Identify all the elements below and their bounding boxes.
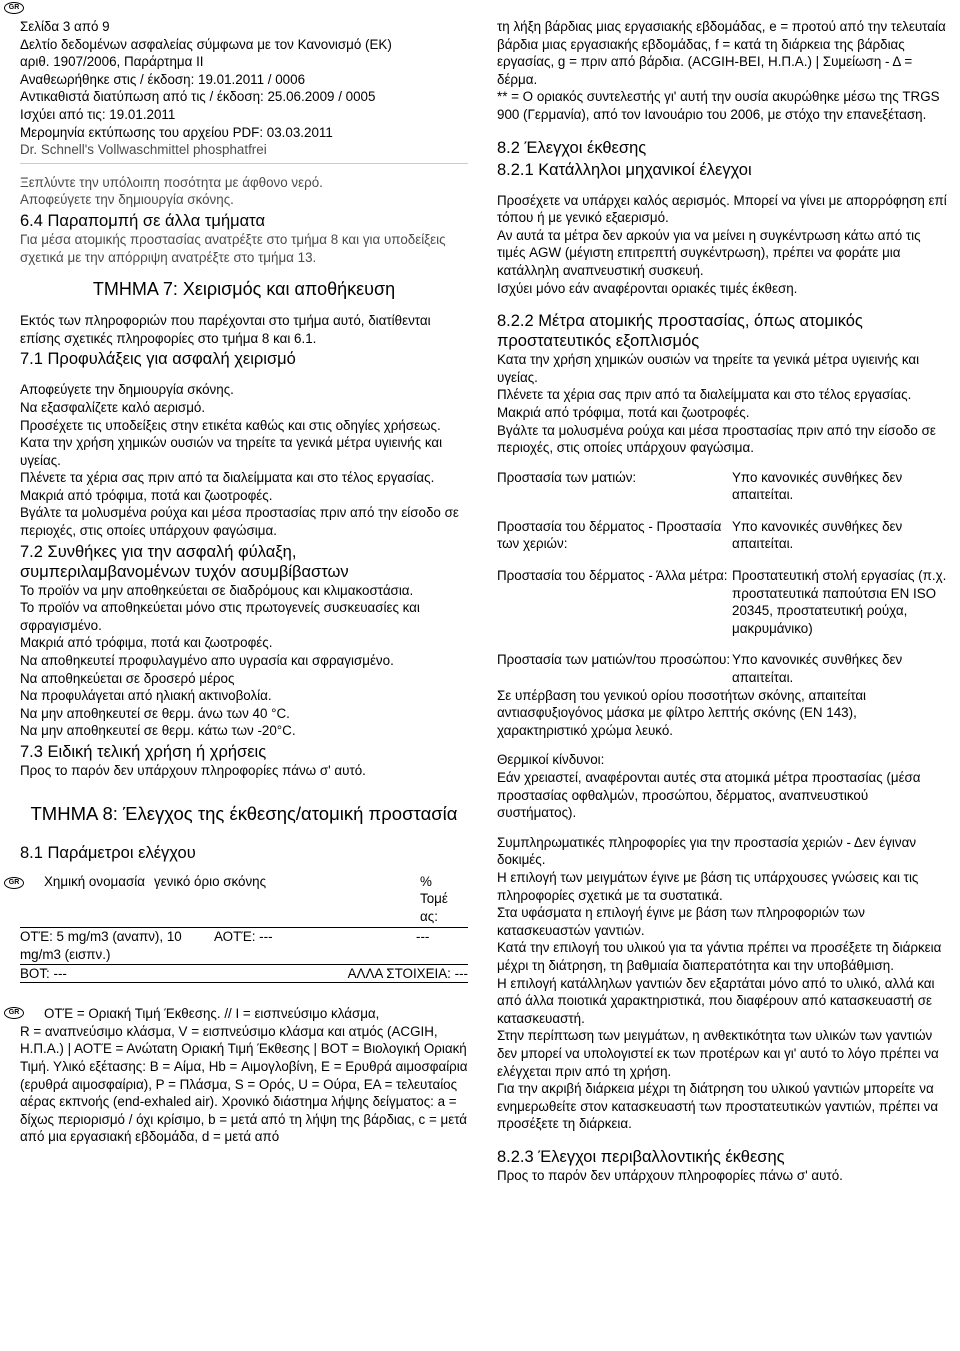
header-replaces: Αντικαθιστά διατύπωση από τις / έκδοση: 25.06.2009 / 0005	[20, 89, 376, 105]
protection-row-eyes	[497, 469, 947, 504]
list-item: Η επιλογή των μειγμάτων έγινε με βάση τις υπάρχουσες γνώσεις και τις πληροφορίες σχετικά με τα συστατικά.	[497, 869, 919, 903]
column-header-limit: γενικό όριο σκόνης	[154, 873, 267, 889]
protection-value: Υπο κανονικές συνθήκες δεν απαιτείται.	[732, 652, 903, 686]
section-7-3-title: 7.3 Ειδική τελική χρήση ή χρήσεις	[20, 743, 267, 761]
section-6-4-text: Για μέσα ατομικής προστασίας ανατρέξτε στο τμήμα 8 και για υποδείξεις σχετικά με την απόρριψη ανατρέξτε στο τμήμα 13.	[20, 231, 446, 265]
header-title-1: Δελτίο δεδομένων ασφαλείας σύμφωνα με τον Κανονισμό (ΕΚ)	[20, 36, 392, 52]
protection-label: Προστασία των ματιών:	[497, 469, 637, 485]
intro-line-1: Ξεπλύντε την υπόλοιπη ποσότητα με άφθονο νερό.	[20, 174, 323, 190]
protection-table	[497, 469, 947, 687]
left-column	[8, 0, 468, 1146]
cell-dash: ---	[416, 929, 430, 945]
gloves-list	[497, 834, 947, 1133]
table-row	[20, 927, 468, 963]
protection-row-skin	[497, 567, 947, 637]
list-item: Πλένετε τα χέρια σας πριν από τα διαλείμματα και στο τέλος εργασίας.	[497, 387, 912, 403]
section-6-4-title: 6.4 Παραπομπή σε άλλα τμήματα	[20, 211, 265, 230]
protection-label: Προστασία του δέρματος - Προστασία των χεριών:	[497, 518, 722, 552]
abbreviations-note	[8, 1005, 468, 1146]
list-item: Βγάλτε τα μολυσμένα ρούχα και μέσα προστασίας πριν από την είσοδο σε περιοχές, στις οποίες υπάρχουν φαγώσιμα.	[20, 505, 459, 539]
gr-badge-icon: GR	[4, 2, 24, 14]
list-item: Μακριά από τρόφιμα, ποτά και ζωοτροφές.	[497, 404, 750, 420]
section-7-intro: Εκτός των πληροφοριών που παρέχονται στο τμήμα αυτό, διατίθενται επίσης σχετικές πληροφορίες στο τμήμα 8 και 6.1.	[20, 313, 431, 346]
protection-row-hands	[497, 518, 947, 553]
list-item: Να μην αποθηκευτεί σε θερμ. άνω των 40 °C.	[20, 705, 290, 721]
list-item: Αποφεύγετε την δημιουργία σκόνης.	[20, 382, 234, 398]
list-item: Αν αυτά τα μέτρα δεν αρκούν για να μείνει η συγκέντρωση κάτω από τις τιμές AGW (μέγιστη επιτρεπτή συγκέντρωση), πρέπει να φοράτε μια κατάλληλη αναπνευστική συσκευή.	[497, 227, 921, 278]
section-7-3-text: Προς το παρόν δεν υπάρχουν πληροφορίες πάνω σ' αυτό.	[20, 763, 366, 778]
section-7-1-list	[20, 381, 468, 539]
list-item: Κατα την χρήση χημικών ουσιών να τηρείτε τα γενικά μέτρα υγιεινής και υγείας.	[20, 435, 443, 468]
document-header	[14, 0, 468, 159]
section-8-1-title: 8.1 Παράμετροι ελέγχου	[20, 843, 196, 862]
intro-line-2: Αποφεύγετε την δημιουργία σκόνης.	[20, 192, 234, 208]
list-item: Συμπληρωματικές πληροφορίες για την προστασία χεριών - Δεν έγιναν δοκιμές.	[497, 834, 917, 868]
table-row	[20, 964, 468, 983]
section-7-2-list	[20, 582, 468, 740]
list-item: Το προϊόν να αποθηκεύεται μόνο στις πρωτογενείς συσκευασίες και σφραγισμένο.	[20, 600, 420, 633]
header-divider	[20, 163, 468, 164]
list-item: Να αποθηκευτεί προφυλαγμένο απο υγρασία και σφραγισμένο.	[20, 653, 394, 669]
protection-value: Υπο κανονικές συνθήκες δεν απαιτείται.	[732, 518, 903, 552]
section-7-title: ΤΜΗΜΑ 7: Χειρισμός και αποθήκευση	[92, 279, 396, 300]
cell-other: ΑΛΛΑ ΣΤΟΙΧΕΙΑ: ---	[347, 965, 468, 981]
header-valid: Ισχύει από τις: 19.01.2011	[20, 106, 176, 122]
cell-bot: ΒΟΤ: ---	[20, 965, 67, 981]
list-item: Μακριά από τρόφιμα, ποτά και ζωοτροφές.	[20, 487, 273, 503]
table-header-row	[20, 873, 468, 926]
section-8-2-3-text: Προς το παρόν δεν υπάρχουν πληροφορίες πάνω σ' αυτό.	[497, 1167, 843, 1183]
right-column	[497, 18, 947, 1184]
cell-ote: ΟΤΈ: 5 mg/m3 (αναπν), 10 mg/m3 (εισπν.)	[20, 929, 182, 962]
list-item: Να προφυλάγεται από ηλιακή ακτινοβολία.	[20, 688, 272, 704]
thermal-text: Εάν χρειαστεί, αναφέρονται αυτές στα ατομικά μέτρα προστασίας (μέσα προστασίας οφθαλμών, προσώπου, δέρματος, αναπνευστικού συστήματος).	[497, 770, 921, 821]
note-first-line: ΟΤΈ = Οριακή Τιμή Έκθεσης. // I = εισπνεύσιμο κλάσμα,	[44, 1006, 380, 1022]
exposure-limits-table	[8, 873, 468, 984]
thermal-title: Θερμικοί κίνδυνοι:	[497, 752, 605, 768]
header-page: Σελίδα 3 από 9	[20, 19, 110, 34]
list-item: Προσέχετε να υπάρχει καλός αερισμός. Μπορεί να γίνει με απορρόφηση επί τόπου ή με γενικό εξαερισμό.	[497, 192, 947, 226]
section-8-title: ΤΜΗΜΑ 8: Έλεγχος της έκθεσης/ατομική προστασία	[30, 802, 458, 824]
list-item: Πλένετε τα χέρια σας πριν από τα διαλείμματα και στο τέλος εργασίας.	[20, 470, 435, 486]
list-item: Κατά την επιλογή του υλικού για τα γάντια πρέπει να προσέξετε τη διάρκεια μέχρι τη διάτρηση, τη βαθμιαία διαπερατότητα και την υποβάθμιση.	[497, 940, 942, 973]
note-footnote: ** = Ο οριακός συντελεστής γι' αυτή την ουσία ακυρώθηκε μέσω της TRGS 900 (Γερμανία), από τον Ιανουάριο του 2006, με στόχο την επανεξέταση.	[497, 89, 940, 122]
protection-value: Προστατευτική στολή εργασίας (π.χ. προστατευτικά παπούτσια EN ISO 20345, προστατευτική ρούχα, μακρυμάνικο)	[732, 568, 947, 636]
section-7-1-title: 7.1 Προφυλάξεις για ασφαλή χειρισμό	[20, 350, 296, 369]
list-item: Να εξασφαλίζετε καλό αερισμό.	[20, 399, 206, 415]
header-title-2: αριθ. 1907/2006, Παράρτημα II	[20, 54, 204, 70]
column-header-percent: % Τομέ ας:	[420, 873, 448, 924]
protection-label: Προστασία των ματιών/του προσώπου:	[497, 652, 731, 668]
protection-label: Προστασία του δέρματος - Άλλα μέτρα:	[497, 568, 728, 584]
list-item: Στην περίπτωση των μειγμάτων, η ανθεκτικότητα των υλικών των γαντιών δεν μπορεί να υπολογιστεί εκ των προτέρων και γι' αυτό το λόγο πρέπει να ελέγχεται πριν από τη χρήση.	[497, 1028, 939, 1079]
section-8-2-1-title: 8.2.1 Κατάλληλοι μηχανικοί έλεγχοι	[497, 160, 752, 179]
list-item: Κατα την χρήση χημικών ουσιών να τηρείτε τα γενικά μέτρα υγιεινής και υγείας.	[497, 352, 920, 385]
list-item: Για την ακριβή διάρκεια μέχρι τη διάτρηση του υλικού γαντιών μπορείτε να ενημερωθείτε στον κατασκευαστή των προστατευτικών γαντιών, πρέπει να προσέξετε τη διάρκεια.	[497, 1081, 939, 1132]
header-product: Dr. Schnell's Vollwaschmittel phosphatfrei	[20, 142, 267, 158]
protection-value: Υπο κανονικές συνθήκες δεν απαιτείται.	[732, 469, 903, 503]
list-item: Να αποθηκεύεται σε δροσερό μέρος	[20, 670, 235, 686]
protection-row-face	[497, 651, 947, 686]
list-item: Προσέχετε τις υποδείξεις στην ετικέτα καθώς και στις οδηγίες χρήσεως.	[20, 417, 441, 433]
header-revised: Αναθεωρήθηκε στις / έκδοση: 19.01.2011 / 0006	[20, 71, 306, 87]
gr-badge-icon: GR	[4, 1007, 24, 1019]
column-header-name: Χημική ονομασία	[44, 873, 145, 889]
list-item: Ισχύει μόνο εάν αναφέρονται οριακές τιμές έκθεση.	[497, 280, 798, 296]
section-8-2-title: 8.2 Έλεγχοι έκθεσης	[497, 138, 647, 157]
section-8-2-3-title: 8.2.3 Έλεγχοι περιβαλλοντικής έκθεσης	[497, 1147, 785, 1166]
list-item: Βγάλτε τα μολυσμένα ρούχα και μέσα προστασίας πριν από την είσοδο σε περιοχές, στις οποίες υπάρχουν φαγώσιμα.	[497, 422, 936, 456]
cell-aote: ΑΟΤΈ: ---	[214, 929, 273, 945]
dust-note: Σε υπέρβαση του γενικού ορίου ποσοτήτων σκόνης, απαιτείται αντιασφυξιογόνος μάσκα με φίλτρο λεπτής σκόνης (EN 143), χαρακτηριστικό χρώμα λευκό.	[497, 687, 867, 738]
list-item: Να μην αποθηκευτεί σε θερμ. κάτω των -20°C.	[20, 723, 296, 739]
list-item: Μακριά από τρόφιμα, ποτά και ζωοτροφές.	[20, 635, 273, 651]
gr-badge-icon: GR	[4, 877, 24, 889]
section-7-2-title: 7.2 Συνθήκες για την ασφαλή φύλαξη, συμπεριλαμβανομένων τυχόν ασυμβίβαστων	[20, 542, 349, 581]
list-item: Το προϊόν να μην αποθηκεύεται σε διαδρόμους και κλιμακοστάσια.	[20, 582, 414, 598]
note-text: R = αναπνεύσιμο κλάσμα, V = εισπνεύσιμο κλάσμα και ατμός (ACGIH, Η.Π.Α.) | ΑΟΤΈ = Ανώτατη Οριακή Τιμή Έκθεσης | ΒΟΤ = Βιολογική Οριακή Τιμή. Υλικό εξέτασης: B = Αίμα, Hb = Αιμογλοβίνη, E = Ερυθρά αιμοσφαίρια (ερυθρά αιμοσφαίρια), P = Πλάσμα, S = Ορός, U = Ούρα, EA = τελευταίος αέρας εκπνοής (end-exhaled air). Χρονικό διάστημα λήψης δείγματος: a = δίχως περιορισμό / όχι κρίσιμο, b = μετά από τη λήψη της βάρδιας, c = μετά από μια εργασιακή εβδομάδα, d = μετά από	[20, 1023, 468, 1145]
list-item: Στα υφάσματα η επιλογή έγινε με βάση των πληροφοριών των κατασκευαστών γαντιών.	[497, 905, 865, 938]
header-print-date: Μερομηνία εκτύπωσης του αρχείου PDF: 03.03.2011	[20, 124, 333, 140]
section-8-2-2-title: 8.2.2 Μέτρα ατομικής προστασίας, όπως ατομικός προστατευτικός εξοπλισμός	[497, 312, 863, 351]
list-item: Η επιλογή κατάλληλων γαντιών δεν εξαρτάται μόνο από το υλικό, αλλά και από άλλα ποιοτικά χαρακτηριστικά, που διαφέρουν από κατασκευαστή σε κατασκευαστή.	[497, 975, 935, 1026]
note-continued: τη λήξη βάρδιας μιας εργασιακής εβδομάδας, e = προτού από την τελευταία βάρδια μιας εργασιακής εβδομάδας, f = κατά τη διάρκεια της βάρδιας εργασίας, g = πριν από βάρδια. (ACGIH-ΒΕΙ, Η.Π.Α.) | Συμείωση - Δ = δέρμα.	[497, 19, 946, 87]
